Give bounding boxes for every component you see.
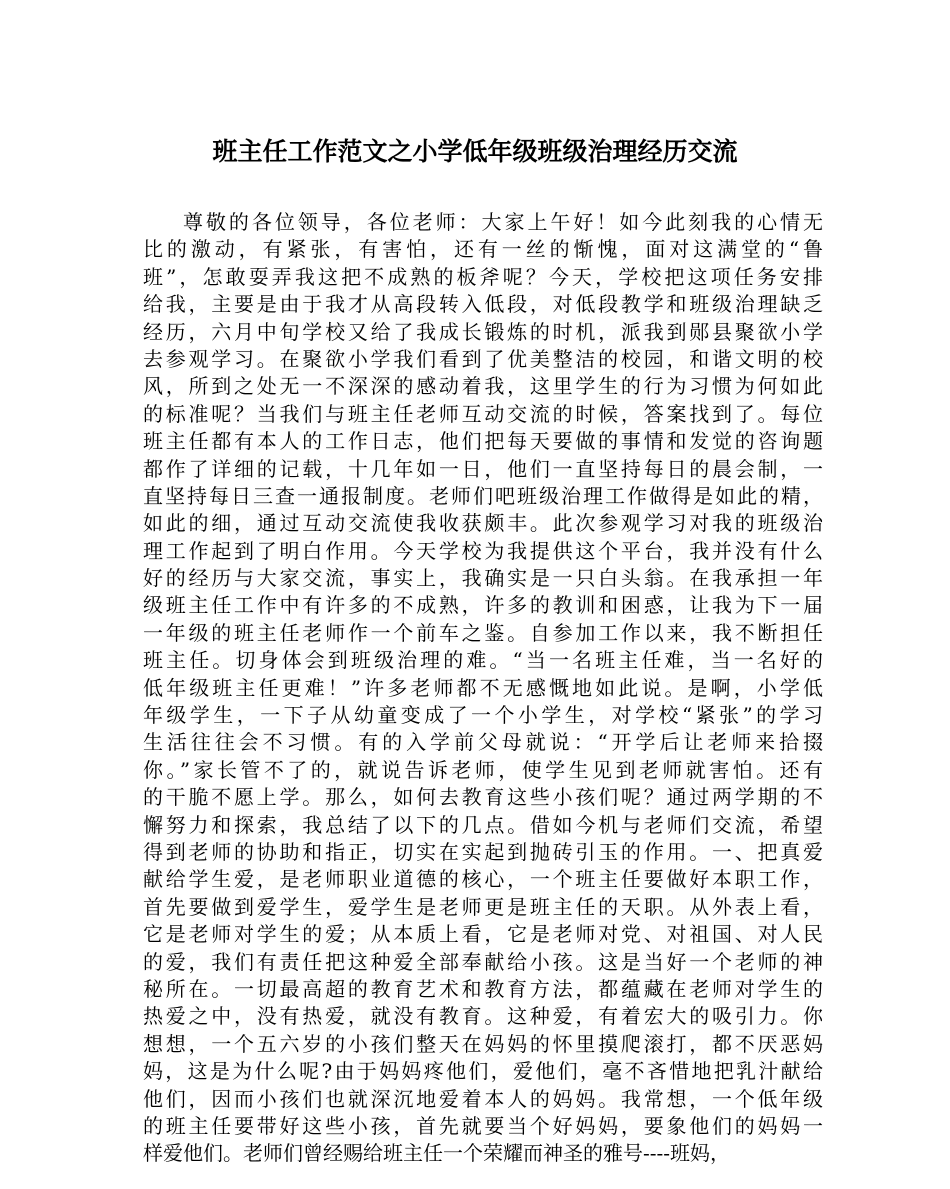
paragraph-line: 经历，六月中旬学校又给了我成长锻炼的时机，派我到郧县聚欲小学	[143, 319, 823, 344]
paragraph-line: 的爱，我们有责任把这种爱全部奉献给小孩。这是当好一个老师的神	[143, 949, 823, 974]
paragraph-line: 首先要做到爱学生，爱学生是老师更是班主任的天职。从外表上看，	[143, 894, 823, 919]
paragraph-line: 样爱他们。老师们曾经赐给班主任一个荣耀而神圣的雅号----班妈，	[143, 1141, 731, 1166]
paragraph-line: 直坚持每日三查一通报制度。老师们吧班级治理工作做得是如此的精，	[143, 483, 823, 508]
paragraph-line: 懈努力和探索，我总结了以下的几点。借如今机与老师们交流，希望	[143, 812, 823, 837]
paragraph-line: 一年级的班主任老师作一个前车之鉴。自参加工作以来，我不断担任	[143, 620, 823, 645]
paragraph-line: 想想，一个五六岁的小孩们整天在妈妈的怀里摸爬滚打，都不厌恶妈	[143, 1031, 823, 1056]
paragraph-line: 的干脆不愿上学。那么，如何去教育这些小孩们呢？通过两学期的不	[143, 785, 823, 810]
paragraph-line: 风，所到之处无一不深深的感动着我，这里学生的行为习惯为何如此	[143, 374, 823, 399]
document-title: 班主任工作范文之小学低年级班级治理经历交流	[212, 137, 738, 166]
paragraph-line: 秘所在。一切最高超的教育艺术和教育方法，都蕴藏在老师对学生的	[143, 976, 823, 1001]
paragraph-line: 比的激动，有紧张，有害怕，还有一丝的惭愧，面对这满堂的“鲁	[143, 237, 823, 262]
paragraph-line: 妈，这是为什么呢?由于妈妈疼他们，爱他们，毫不吝惜地把乳汁献给	[143, 1059, 823, 1084]
paragraph-line: 献给学生爱，是老师职业道德的核心，一个班主任要做好本职工作，	[143, 867, 823, 892]
paragraph-line: 得到老师的协助和指正，切实在实起到抛砖引玉的作用。一、把真爱	[143, 839, 823, 864]
paragraph-line: 生活往往会不习惯。有的入学前父母就说：“开学后让老师来拾掇	[143, 730, 823, 755]
paragraph-line: 都作了详细的记载，十几年如一日，他们一直坚持每日的晨会制，一	[143, 456, 823, 481]
paragraph-line: 去参观学习。在聚欲小学我们看到了优美整洁的校园，和谐文明的校	[143, 346, 823, 371]
paragraph-line: 你。”家长管不了的，就说告诉老师，使学生见到老师就害怕。还有	[143, 757, 823, 782]
paragraph-line: 低年级班主任更难！”许多老师都不无感慨地如此说。是啊，小学低	[143, 675, 823, 700]
document-body	[143, 209, 823, 1168]
paragraph-line: 如此的细，通过互动交流使我收获颇丰。此次参观学习对我的班级治	[143, 511, 823, 536]
paragraph-line: 好的经历与大家交流，事实上，我确实是一只白头翁。在我承担一年	[143, 566, 823, 591]
paragraph-line: 他们，因而小孩们也就深沉地爱着本人的妈妈。我常想，一个低年级	[143, 1086, 823, 1111]
paragraph-line: 理工作起到了明白作用。今天学校为我提供这个平台，我并没有什么	[143, 538, 823, 563]
paragraph-line: 热爱之中，没有热爱，就没有教育。这种爱，有着宏大的吸引力。你	[143, 1004, 823, 1029]
paragraph-line: 班主任都有本人的工作日志，他们把每天要做的事情和发觉的咨询题	[143, 429, 823, 454]
paragraph-line: 的班主任要带好这些小孩，首先就要当个好妈妈，要象他们的妈妈一	[143, 1113, 823, 1138]
paragraph-line: 年级学生，一下子从幼童变成了一个小学生，对学校“紧张”的学习	[143, 703, 823, 728]
paragraph-line: 班”，怎敢耍弄我这把不成熟的板斧呢？今天，学校把这项任务安排	[143, 264, 823, 289]
paragraph-line: 班主任。切身体会到班级治理的难。“当一名班主任难，当一名好的	[143, 648, 823, 673]
paragraph-line: 给我，主要是由于我才从高段转入低段，对低段教学和班级治理缺乏	[143, 292, 823, 317]
paragraph-line: 尊敬的各位领导，各位老师：大家上午好！如今此刻我的心情无	[183, 210, 823, 234]
paragraph-line: 级班主任工作中有许多的不成熟，许多的教训和困惑，让我为下一届	[143, 593, 823, 618]
paragraph-line: 它是老师对学生的爱；从本质上看，它是老师对党、对祖国、对人民	[143, 922, 823, 947]
paragraph-line: 的标准呢？当我们与班主任老师互动交流的时候，答案找到了。每位	[143, 401, 823, 426]
